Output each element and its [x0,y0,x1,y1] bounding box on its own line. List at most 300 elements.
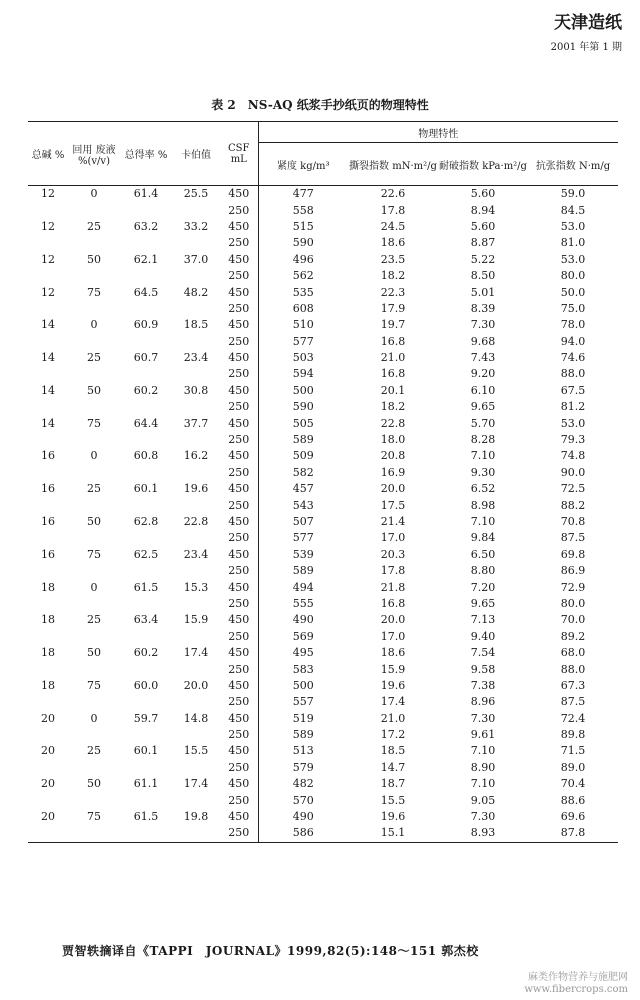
table-row [28,530,618,546]
alkali-cell: 12 [41,252,55,266]
burst-cell: 5.70 [470,416,496,430]
tear-cell: 19.6 [380,678,406,692]
yield-cell: 64.4 [133,416,159,430]
burst-cell: 7.20 [470,580,496,594]
tear-cell: 20.8 [380,449,406,463]
csf-cell: 250 [220,694,258,710]
density-cell: 500 [292,678,314,692]
table-row [28,579,618,595]
csf-cell: 250 [220,399,258,415]
tear-cell: 17.8 [380,203,406,217]
tear-cell: 18.2 [380,400,406,414]
table-row [28,809,618,825]
csf-cell: 450 [220,415,258,431]
empty-cell [120,334,172,350]
density-cell: 539 [292,547,314,561]
table-row [28,186,618,203]
tear-cell: 17.4 [380,695,406,709]
empty-cell [120,792,172,808]
col-header-tensile: 抗张指数 N·m/g [528,143,618,186]
liquor-cell: 75 [87,678,101,692]
tensile-cell: 71.5 [560,744,586,758]
empty-cell [68,301,120,317]
csf-cell: 450 [220,448,258,464]
empty-cell [68,268,120,284]
csf-cell: 450 [220,678,258,694]
burst-cell: 8.39 [470,301,496,315]
empty-cell [68,596,120,612]
table-row [28,383,618,399]
table-row [28,694,618,710]
tensile-cell: 87.8 [528,825,618,842]
density-cell: 515 [292,219,314,233]
table-row [28,284,618,300]
burst-cell: 9.68 [470,334,496,348]
empty-cell [68,563,120,579]
empty-cell [68,399,120,415]
empty-cell [172,825,220,842]
tear-cell: 20.0 [380,613,406,627]
tensile-cell: 88.2 [560,498,586,512]
empty-cell [68,202,120,218]
tensile-cell: 50.0 [560,285,586,299]
yield-cell: 60.2 [133,646,159,660]
kappa-cell: 22.8 [183,515,209,528]
empty-cell [120,596,172,612]
issue-label: 2001 年第 1 期 [550,42,622,53]
tear-cell: 21.8 [380,580,406,594]
tear-cell: 24.5 [380,219,406,233]
burst-cell: 7.13 [470,613,496,627]
table-row [28,448,618,464]
burst-cell: 7.54 [470,646,496,660]
empty-cell [28,202,68,218]
empty-cell [172,465,220,481]
table-row [28,760,618,776]
col-header-burst: 耐破指数 kPa·m²/g [438,143,528,186]
table-row [28,711,618,727]
burst-cell: 7.10 [470,449,496,463]
alkali-cell: 14 [41,416,55,430]
tensile-cell: 53.0 [560,252,586,266]
empty-cell [172,629,220,645]
csf-cell: 250 [220,202,258,218]
csf-cell: 250 [220,334,258,350]
yield-cell: 60.0 [133,678,159,692]
density-cell: 513 [292,744,314,758]
alkali-cell: 16 [41,515,55,528]
tensile-cell: 67.3 [560,678,586,692]
table-row [28,629,618,645]
liquor-cell: 75 [87,810,101,824]
empty-cell [120,497,172,513]
tear-cell: 23.5 [380,252,406,266]
empty-cell [120,727,172,743]
yield-cell: 61.5 [133,810,159,824]
tensile-cell: 70.0 [560,613,586,627]
density-cell: 490 [292,613,314,627]
alkali-cell: 12 [41,187,55,201]
empty-cell [172,268,220,284]
liquor-cell: 50 [87,646,101,660]
tensile-cell: 88.0 [560,662,586,676]
liquor-cell: 25 [87,744,101,758]
tensile-cell: 72.5 [560,482,586,496]
csf-cell: 450 [220,350,258,366]
tensile-cell: 84.5 [560,203,586,217]
table-row [28,432,618,448]
density-cell: 509 [292,449,314,463]
burst-cell: 7.30 [470,318,496,332]
csf-cell: 250 [220,596,258,612]
col-header-liquor: 回用 废液 %(v/v) [68,122,120,186]
tear-cell: 20.1 [380,383,406,397]
csf-cell: 250 [220,497,258,513]
csf-cell: 250 [220,530,258,546]
csf-cell: 450 [220,481,258,497]
yield-cell: 62.5 [133,547,159,561]
col-header-kappa: 卡伯值 [172,122,220,186]
liquor-cell: 25 [87,613,101,627]
table-row [28,202,618,218]
csf-cell: 450 [220,579,258,595]
kappa-cell: 23.4 [183,547,209,561]
empty-cell [120,432,172,448]
empty-cell [172,563,220,579]
empty-cell [28,235,68,251]
tear-cell: 17.5 [380,498,406,512]
table-row [28,645,618,661]
table-caption: 表 2 NS-AQ 纸浆手抄纸页的物理特性 [211,98,429,112]
empty-cell [172,727,220,743]
tensile-cell: 81.2 [560,400,586,414]
empty-cell [68,825,120,842]
journal-title: 天津造纸 [554,13,622,33]
tear-cell: 22.3 [380,285,406,299]
tensile-cell: 74.8 [560,449,586,463]
csf-cell: 250 [220,235,258,251]
csf-cell: 450 [220,284,258,300]
burst-cell: 6.10 [470,383,496,397]
yield-cell: 60.9 [133,318,159,332]
csf-cell: 250 [220,760,258,776]
col-header-density: 紧度 kg/m³ [258,143,348,186]
tensile-cell: 68.0 [560,646,586,660]
empty-cell [172,792,220,808]
tensile-cell: 88.0 [560,367,586,381]
table-row [28,678,618,694]
tensile-cell: 78.0 [560,318,586,332]
csf-cell: 250 [220,661,258,677]
density-cell: 505 [292,416,314,430]
empty-cell [28,334,68,350]
empty-cell [68,727,120,743]
yield-cell: 60.2 [133,383,159,397]
tear-cell: 16.8 [380,596,406,610]
yield-cell: 62.1 [133,252,159,266]
tear-cell: 20.0 [380,482,406,496]
density-cell: 503 [292,351,314,365]
kappa-cell: 37.0 [183,252,209,266]
empty-cell [28,432,68,448]
kappa-cell: 18.5 [183,318,209,332]
liquor-cell: 0 [90,580,98,594]
yield-cell: 63.2 [133,219,159,233]
csf-cell: 250 [220,629,258,645]
empty-cell [68,661,120,677]
table-row [28,661,618,677]
tear-cell: 19.6 [380,810,406,824]
tear-cell: 18.7 [380,777,406,791]
density-cell: 608 [292,301,314,315]
density-cell: 557 [292,695,314,709]
burst-cell: 5.60 [470,187,496,201]
burst-cell: 8.96 [470,695,496,709]
tensile-cell: 94.0 [560,334,586,348]
table-row [28,399,618,415]
empty-cell [172,530,220,546]
csf-cell: 250 [220,432,258,448]
yield-cell: 59.7 [133,711,159,725]
burst-cell: 8.80 [470,564,496,578]
kappa-cell: 19.6 [183,482,209,496]
tensile-cell: 90.0 [560,465,586,479]
kappa-cell: 15.5 [183,744,209,758]
csf-cell: 450 [220,186,258,203]
csf-cell: 250 [220,825,258,842]
empty-cell [172,760,220,776]
kappa-cell: 23.4 [183,351,209,365]
empty-cell [68,694,120,710]
csf-cell: 450 [220,514,258,530]
empty-cell [120,235,172,251]
density-cell: 594 [292,367,314,381]
tensile-cell: 59.0 [560,187,586,201]
tensile-cell: 67.5 [560,383,586,397]
tensile-cell: 88.6 [560,793,586,807]
table-row [28,563,618,579]
empty-cell [68,465,120,481]
empty-cell [28,661,68,677]
table-row [28,465,618,481]
table-row [28,219,618,235]
csf-cell: 450 [220,383,258,399]
density-cell: 482 [292,777,314,791]
burst-cell: 8.94 [470,203,496,217]
csf-cell: 450 [220,317,258,333]
table-row [28,776,618,792]
liquor-cell: 50 [87,383,101,397]
empty-cell [68,235,120,251]
empty-cell [28,760,68,776]
burst-cell: 7.10 [470,515,496,528]
burst-cell: 9.05 [470,793,496,807]
empty-cell [120,760,172,776]
density-cell: 490 [292,810,314,824]
burst-cell: 6.52 [470,482,496,496]
kappa-cell: 33.2 [183,219,209,233]
watermark [524,972,628,996]
empty-cell [172,661,220,677]
density-cell: 535 [292,285,314,299]
yield-cell: 60.7 [133,351,159,365]
density-cell: 496 [292,252,314,266]
tear-cell: 16.9 [380,465,406,479]
empty-cell [172,366,220,382]
burst-cell: 5.01 [470,285,496,299]
tear-cell: 18.6 [380,236,406,250]
tear-cell: 16.8 [380,367,406,381]
empty-cell [68,530,120,546]
kappa-cell: 20.0 [183,678,209,692]
empty-cell [172,432,220,448]
empty-cell [68,334,120,350]
yield-cell: 62.8 [133,515,159,528]
csf-cell: 250 [220,301,258,317]
kappa-cell: 19.8 [183,810,209,824]
alkali-cell: 18 [41,678,55,692]
tensile-cell: 75.0 [560,301,586,315]
tear-cell: 19.7 [380,318,406,332]
tensile-cell: 53.0 [560,416,586,430]
tear-cell: 18.0 [380,433,406,447]
tear-cell: 15.1 [348,825,438,842]
csf-cell: 250 [220,727,258,743]
alkali-cell: 14 [41,351,55,365]
table-row [28,547,618,563]
empty-cell [68,792,120,808]
tensile-cell: 80.0 [560,269,586,283]
burst-cell: 8.98 [470,498,496,512]
empty-cell [120,661,172,677]
csf-cell: 450 [220,743,258,759]
density-cell: 579 [292,760,314,774]
burst-cell: 8.50 [470,269,496,283]
tear-cell: 21.0 [380,351,406,365]
density-cell: 510 [292,318,314,332]
csf-cell: 250 [220,366,258,382]
liquor-cell: 0 [90,449,98,463]
table-row [28,334,618,350]
tear-cell: 17.9 [380,301,406,315]
empty-cell [68,497,120,513]
csf-cell: 250 [220,268,258,284]
burst-cell: 7.10 [470,777,496,791]
tensile-cell: 87.5 [560,531,586,545]
density-cell: 543 [292,498,314,512]
tear-cell: 15.9 [380,662,406,676]
table-row [28,792,618,808]
empty-cell [28,399,68,415]
burst-cell: 5.60 [470,219,496,233]
alkali-cell: 16 [41,449,55,463]
density-cell: 586 [258,825,348,842]
alkali-cell: 20 [41,711,55,725]
empty-cell [120,563,172,579]
tensile-cell: 79.3 [560,433,586,447]
alkali-cell: 18 [41,580,55,594]
empty-cell [172,694,220,710]
yield-cell: 61.1 [133,777,159,791]
burst-cell: 7.10 [470,744,496,758]
alkali-cell: 16 [41,482,55,496]
tensile-cell: 81.0 [560,236,586,250]
burst-cell: 9.40 [470,629,496,643]
alkali-cell: 12 [41,219,55,233]
kappa-cell: 17.4 [183,646,209,660]
table-row [28,252,618,268]
table-row [28,350,618,366]
table-row [28,743,618,759]
tear-cell: 22.6 [380,187,406,201]
kappa-cell: 48.2 [183,285,209,299]
empty-cell [28,629,68,645]
alkali-cell: 12 [41,285,55,299]
table-row [28,415,618,431]
empty-cell [68,760,120,776]
empty-cell [28,465,68,481]
density-cell: 457 [292,482,314,496]
tear-cell: 18.6 [380,646,406,660]
burst-cell: 8.87 [470,236,496,250]
table-row [28,481,618,497]
density-cell: 583 [292,662,314,676]
kappa-cell: 17.4 [183,777,209,791]
group-header-physical: 物理特性 [258,122,618,143]
csf-cell: 450 [220,711,258,727]
empty-cell [120,629,172,645]
empty-cell [172,301,220,317]
empty-cell [68,432,120,448]
yield-cell: 60.8 [133,449,159,463]
tensile-cell: 72.4 [560,711,586,725]
tensile-cell: 80.0 [560,596,586,610]
tensile-cell: 70.8 [560,515,586,528]
tear-cell: 18.2 [380,269,406,283]
density-cell: 577 [292,334,314,348]
liquor-cell: 0 [90,318,98,332]
empty-cell [28,301,68,317]
empty-cell [120,366,172,382]
kappa-cell: 15.3 [183,580,209,594]
tensile-cell: 53.0 [560,219,586,233]
alkali-cell: 14 [41,383,55,397]
empty-cell [120,268,172,284]
csf-cell: 450 [220,547,258,563]
watermark-line2: www.fibercrops.com [524,984,628,995]
kappa-cell: 30.8 [183,383,209,397]
burst-cell: 9.65 [470,596,496,610]
empty-cell [28,366,68,382]
kappa-cell: 14.8 [183,711,209,725]
table-row [28,268,618,284]
col-header-yield: 总得率 % [120,122,172,186]
empty-cell [120,202,172,218]
burst-cell: 9.65 [470,400,496,414]
burst-cell: 8.93 [438,825,528,842]
kappa-cell: 25.5 [183,187,209,201]
burst-cell: 7.43 [470,351,496,365]
kappa-cell: 37.7 [183,416,209,430]
liquor-cell: 50 [87,777,101,791]
source-note: 贾智轶摘译自《TAPPI JOURNAL》1999,82(5):148～151 郭杰校 [62,944,479,958]
density-cell: 507 [292,515,314,528]
table-row [28,317,618,333]
density-cell: 558 [292,203,314,217]
liquor-cell: 75 [87,547,101,561]
csf-cell: 250 [220,563,258,579]
density-cell: 555 [292,596,314,610]
